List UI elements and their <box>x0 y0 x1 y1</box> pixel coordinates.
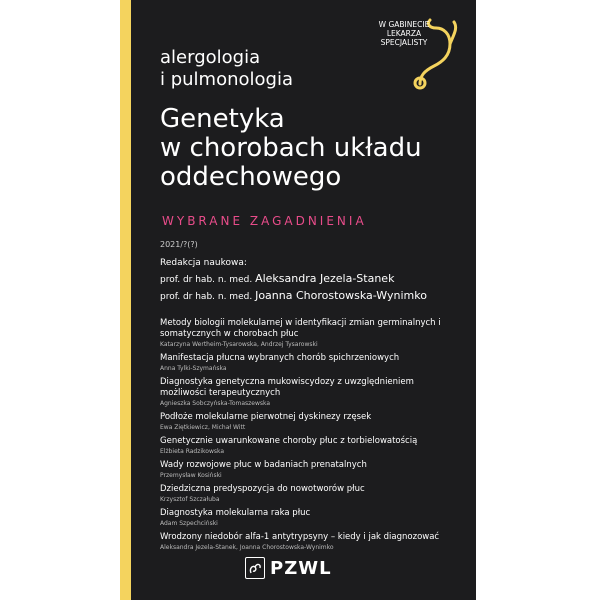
toc-authors: Katarzyna Wertheim-Tysarowska, Andrzej Tysarowski <box>160 341 318 348</box>
toc-authors: Przemysław Kosiński <box>160 472 222 479</box>
toc-authors: Aleksandra Jezela-Stanek, Joanna Chorostowska-Wynimko <box>160 544 334 551</box>
title-line-3: oddechowego <box>160 162 342 192</box>
toc-item <box>160 508 460 528</box>
editor-name: Aleksandra Jezela-Stanek <box>255 272 395 285</box>
editor-prefix: prof. dr hab. n. med. <box>160 275 253 285</box>
editors-label: Redakcja naukowa: <box>160 258 247 268</box>
book-subtitle: WYBRANE ZAGADNIENIA <box>162 214 367 228</box>
toc-item <box>160 436 460 456</box>
toc-title: Manifestacja płucna wybranych chorób spichrzeniowych <box>160 353 400 363</box>
publisher-logo <box>245 557 332 579</box>
toc-authors: Ewa Ziętkiewicz, Michał Witt <box>160 424 246 431</box>
title-line-1: Genetyka <box>160 104 285 134</box>
toc-title: Wrodzony niedobór alfa-1 antytrypsyny – kiedy i jak diagnozować <box>160 532 440 542</box>
badge-line-3: SPECJALISTY <box>380 38 428 47</box>
pzwl-logo-icon <box>245 557 265 579</box>
toc-item <box>160 318 460 349</box>
toc-item <box>160 377 460 408</box>
toc-title: Podłoże molekularne pierwotnej dyskinezy rzęsek <box>160 412 372 422</box>
series-name <box>160 47 293 91</box>
toc-item <box>160 412 460 432</box>
editors-block <box>160 256 427 305</box>
toc-title: Metody biologii molekularnej w identyfikacji zmian germinalnych i somatycznych w chorobach płuc <box>160 318 441 339</box>
badge-line-1: W GABINECIE <box>378 20 430 29</box>
publisher-name: PZWL <box>270 557 332 579</box>
book-title <box>160 105 422 192</box>
spine-stripe <box>120 0 131 600</box>
issue-number: 2021/?(?) <box>160 240 198 249</box>
toc-title: Diagnostyka molekularna raka płuc <box>160 508 311 518</box>
toc-item <box>160 484 460 504</box>
toc-title: Dziedziczna predyspozycja do nowotworów płuc <box>160 484 365 494</box>
editor-name: Joanna Chorostowska-Wynimko <box>255 289 427 302</box>
book-cover <box>120 0 476 600</box>
series-line-1: alergologia <box>160 47 261 68</box>
editor-prefix: prof. dr hab. n. med. <box>160 292 253 302</box>
badge-text <box>374 20 434 47</box>
toc-authors: Elżbieta Radzikowska <box>160 448 225 455</box>
toc-title: Wady rozwojowe płuc w badaniach prenatalnych <box>160 460 367 470</box>
series-line-2: i pulmonologia <box>160 69 293 90</box>
editor-entry <box>160 271 427 288</box>
toc-item <box>160 353 460 373</box>
toc-item <box>160 460 460 480</box>
toc-authors: Anna Tylki-Szymańska <box>160 365 227 372</box>
editor-entry <box>160 288 427 305</box>
toc-authors: Adam Szpechciński <box>160 520 218 527</box>
toc-item <box>160 532 460 552</box>
toc-title: Genetycznie uwarunkowane choroby płuc z torbielowatością <box>160 436 418 446</box>
series-badge <box>374 10 464 95</box>
table-of-contents <box>160 318 460 556</box>
badge-line-2: LEKARZA <box>386 29 422 38</box>
title-line-2: w chorobach układu <box>160 133 422 163</box>
toc-authors: Agnieszka Sobczyńska-Tomaszewska <box>160 400 271 407</box>
toc-title: Diagnostyka genetyczna mukowiscydozy z uwzględnieniem możliwości terapeutycznych <box>160 377 414 398</box>
toc-authors: Krzysztof Szczałuba <box>160 496 220 503</box>
